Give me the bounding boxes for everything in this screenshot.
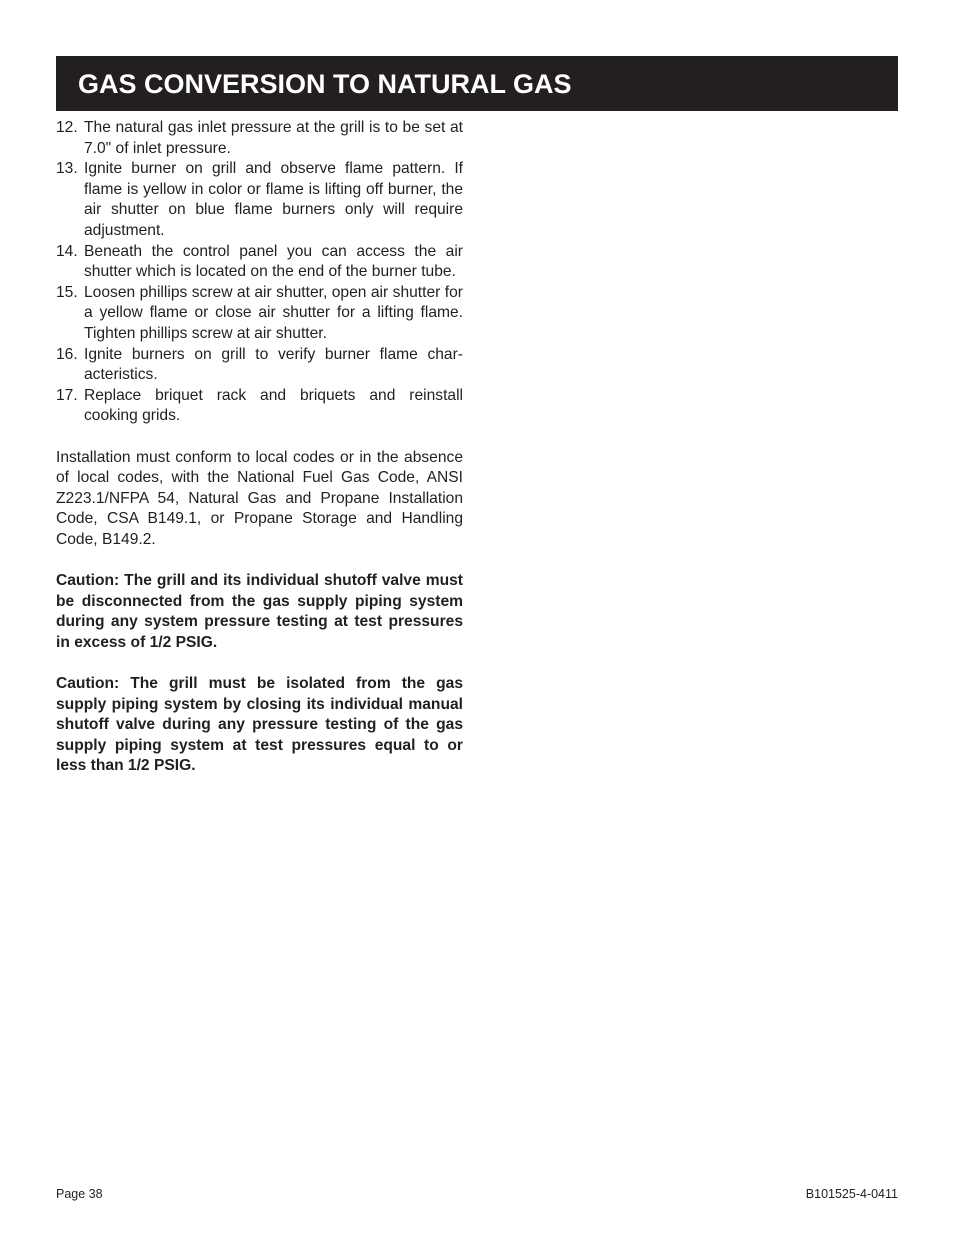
- document-code: B101525-4-0411: [805, 1187, 898, 1201]
- step-item: [56, 242, 463, 283]
- step-number: 17.: [56, 386, 78, 404]
- step-number: 13.: [56, 160, 78, 178]
- steps-list: [56, 118, 463, 427]
- step-item: [56, 159, 463, 241]
- text-column: [56, 118, 463, 777]
- step-text: The natural gas inlet pressure at the grill is to be set at 7.0" of inlet pressure.: [84, 119, 463, 157]
- step-text: Loosen phillips screw at air shutter, open air shutter for a yellow flame or close air shutter for a lifting flame. Tighten phillips screw at air shutter.: [84, 283, 463, 342]
- page-number: Page 38: [56, 1187, 103, 1201]
- step-number: 15.: [56, 283, 78, 301]
- step-number: 12.: [56, 119, 78, 136]
- step-item: [56, 118, 463, 159]
- step-item: [56, 386, 463, 427]
- step-item: [56, 345, 463, 386]
- step-number: 14.: [56, 242, 78, 260]
- step-text: Ignite burners on grill to verify burner flame characteristics.: [84, 345, 463, 384]
- caution-disconnect: Caution: The grill and its individual shutoff valve must be disconnected from the gas supply piping system during any system pressure testing at test pressures in excess of 1/2 PSIG.: [56, 572, 463, 651]
- section-title: GAS CONVERSION TO NATURAL GAS: [78, 69, 572, 99]
- step-text: Replace briquet rack and briquets and reinstall cooking grids.: [84, 386, 463, 425]
- step-number: 16.: [56, 345, 78, 363]
- step-text: Ignite burner on grill and observe flame pattern. If flame is yellow in color or flame is lifting off burner, the air shutter on blue flame burners only will require adjustment.: [84, 160, 463, 239]
- step-item: [56, 283, 463, 345]
- step-text: Beneath the control panel you can access the air shutter which is located on the end of the burner tube.: [84, 242, 463, 281]
- installation-note: Installation must conform to local codes or in the absence of local codes, with the National Fuel Gas Code, ANSI Z223.1/NFPA 54, Natural Gas and Propane Installation Code, CSA B149.1, or Propane Storage and Handling Code, B149.2.: [56, 448, 463, 548]
- caution-isolate: Caution: The grill must be isolated from the gas supply piping system by closing its individual manual shutoff valve during any pressure testing of the gas supply piping system at test pressures equal to or less than 1/2 PSIG.: [56, 675, 463, 775]
- section-header-bar: [56, 56, 898, 111]
